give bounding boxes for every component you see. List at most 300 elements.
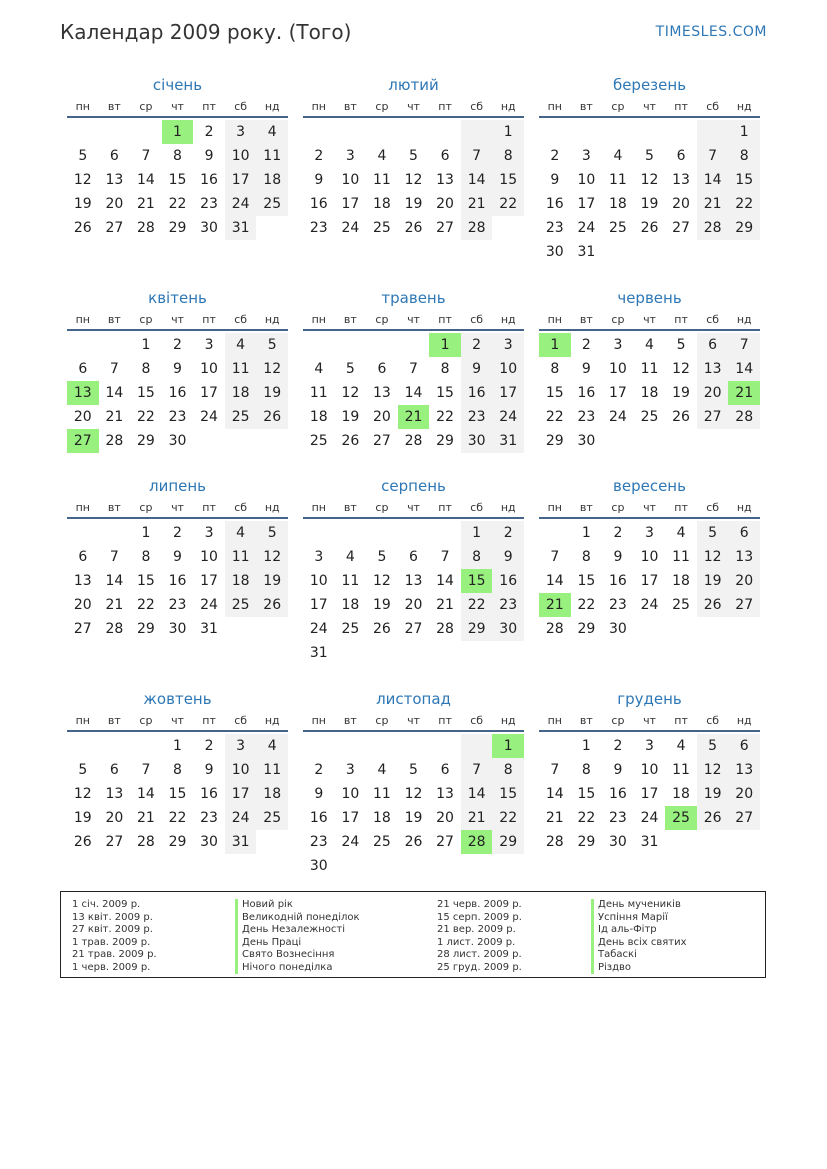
weekday-label: вт xyxy=(343,100,357,113)
day-cell: 14 xyxy=(461,782,493,806)
day-cell: 31 xyxy=(225,216,257,240)
day-cell: 29 xyxy=(137,621,155,637)
empty-cell xyxy=(67,734,99,758)
day-cell: 27 xyxy=(436,220,454,236)
weekday-label: нд xyxy=(500,714,516,727)
day-cell: 1 xyxy=(581,525,591,541)
day-cell: 23 xyxy=(309,834,328,850)
day-cell: 19 xyxy=(256,381,288,405)
empty-cell xyxy=(461,734,493,758)
weekday-label: ср xyxy=(139,313,153,326)
weekday-label: пн xyxy=(75,100,90,113)
day-cell: 26 xyxy=(672,409,690,425)
empty-cell xyxy=(99,734,131,758)
weekday-label: нд xyxy=(500,100,516,113)
day-cell: 29 xyxy=(137,433,155,449)
day-cell: 30 xyxy=(577,433,596,449)
day-cell: 16 xyxy=(545,196,564,212)
weekday-label: ср xyxy=(139,100,153,113)
day-cell: 12 xyxy=(373,573,391,589)
day-cell: 21 xyxy=(137,196,155,212)
day-cell: 17 xyxy=(640,573,659,589)
day-cell: 24 xyxy=(577,220,596,236)
day-cell: 16 xyxy=(609,786,627,802)
weekday-header xyxy=(539,712,760,732)
weekday-label: пт xyxy=(674,714,688,727)
day-cell: 27 xyxy=(105,834,124,850)
month-11 xyxy=(303,684,524,878)
weekday-label: пт xyxy=(674,313,688,326)
empty-cell xyxy=(99,120,131,144)
day-cell: 31 xyxy=(225,830,257,854)
day-cell: 3 xyxy=(314,549,324,565)
empty-cell xyxy=(366,734,398,758)
day-cell: 17 xyxy=(225,168,257,192)
weekday-label: вт xyxy=(107,501,121,514)
month-8 xyxy=(303,471,524,665)
day-cell: 25 xyxy=(373,220,391,236)
day-cell: 3 xyxy=(345,148,355,164)
day-cell: 22 xyxy=(168,810,187,826)
weekday-header xyxy=(303,712,524,732)
weekday-label: пт xyxy=(674,501,688,514)
day-cell: 10 xyxy=(492,357,524,381)
day-cell: 19 xyxy=(404,810,423,826)
weekday-label: сб xyxy=(234,501,248,514)
day-cell: 12 xyxy=(640,172,659,188)
day-cell: 5 xyxy=(256,333,288,357)
day-cell: 8 xyxy=(581,762,591,778)
weekday-label: ср xyxy=(375,313,389,326)
day-cell: 12 xyxy=(73,172,92,188)
day-cell: 19 xyxy=(697,782,729,806)
day-cell: 11 xyxy=(309,385,328,401)
weekday-header xyxy=(303,499,524,519)
weekday-header xyxy=(67,98,288,118)
day-cell: 19 xyxy=(341,409,360,425)
day-cell: 18 xyxy=(341,597,360,613)
day-cell: 6 xyxy=(440,148,450,164)
day-cell: 19 xyxy=(697,569,729,593)
day-cell: 11 xyxy=(640,361,659,377)
day-cell: 25 xyxy=(672,597,690,613)
weekday-label: нд xyxy=(264,100,280,113)
day-cell: 16 xyxy=(168,573,187,589)
day-cell: 11 xyxy=(256,758,288,782)
weekday-label: сб xyxy=(470,313,484,326)
day-cell: 30 xyxy=(609,621,627,637)
legend-names-right xyxy=(591,899,687,974)
weekday-label: чт xyxy=(171,501,184,514)
day-cell: 22 xyxy=(492,806,524,830)
day-cell: 7 xyxy=(109,361,119,377)
legend-names-left xyxy=(235,899,360,974)
day-cell: 31 xyxy=(640,834,659,850)
day-grid xyxy=(303,521,524,665)
month-7 xyxy=(67,471,288,641)
day-cell: 14 xyxy=(697,168,729,192)
day-cell: 18 xyxy=(609,196,627,212)
day-cell: 23 xyxy=(168,597,187,613)
empty-cell xyxy=(67,120,99,144)
day-cell: 18 xyxy=(640,385,659,401)
day-cell: 3 xyxy=(225,734,257,758)
empty-cell xyxy=(303,120,335,144)
day-cell: 11 xyxy=(672,762,690,778)
weekday-label: чт xyxy=(643,313,656,326)
day-cell: 6 xyxy=(728,734,760,758)
day-cell: 4 xyxy=(676,525,686,541)
day-cell: 30 xyxy=(168,433,187,449)
empty-cell xyxy=(366,120,398,144)
day-cell: 15 xyxy=(577,573,596,589)
day-cell: 18 xyxy=(256,782,288,806)
day-cell: 3 xyxy=(345,762,355,778)
day-cell: 28 xyxy=(137,220,155,236)
day-cell: 2 xyxy=(204,124,214,140)
day-cell: 26 xyxy=(404,220,423,236)
day-cell: 13 xyxy=(105,172,124,188)
day-cell: 13 xyxy=(672,172,690,188)
day-cell: 23 xyxy=(609,597,627,613)
day-cell: 4 xyxy=(256,734,288,758)
weekday-label: пн xyxy=(75,714,90,727)
weekday-header xyxy=(67,712,288,732)
weekday-label: чт xyxy=(171,714,184,727)
empty-cell xyxy=(335,333,367,357)
day-cell: 23 xyxy=(168,409,187,425)
weekday-label: пт xyxy=(202,501,216,514)
day-cell: 30 xyxy=(168,621,187,637)
day-grid xyxy=(67,734,288,854)
day-cell: 22 xyxy=(137,409,155,425)
day-cell: 25 xyxy=(225,405,257,429)
day-cell: 10 xyxy=(225,758,257,782)
day-cell: 29 xyxy=(492,830,524,854)
day-cell: 19 xyxy=(672,385,690,401)
weekday-label: чт xyxy=(643,714,656,727)
weekday-label: сб xyxy=(470,714,484,727)
day-cell: 25 xyxy=(256,192,288,216)
weekday-label: чт xyxy=(171,100,184,113)
day-cell: 16 xyxy=(168,385,187,401)
day-cell: 29 xyxy=(577,834,596,850)
day-grid xyxy=(303,120,524,240)
day-cell: 4 xyxy=(225,333,257,357)
weekday-label: вт xyxy=(579,501,593,514)
weekday-label: сб xyxy=(470,100,484,113)
day-cell: 3 xyxy=(645,525,654,541)
day-cell: 20 xyxy=(672,196,690,212)
weekday-header xyxy=(303,311,524,331)
weekday-label: вт xyxy=(579,313,593,326)
day-cell: 23 xyxy=(577,409,596,425)
day-cell: 30 xyxy=(609,834,627,850)
day-cell: 25 xyxy=(309,433,328,449)
day-cell: 2 xyxy=(173,525,182,541)
day-cell: 24 xyxy=(640,597,659,613)
day-cell: 20 xyxy=(105,196,124,212)
day-cell: 20 xyxy=(728,782,760,806)
day-cell: 1 xyxy=(728,120,760,144)
empty-cell xyxy=(398,734,430,758)
day-cell: 2 xyxy=(550,148,560,164)
weekday-label: чт xyxy=(643,501,656,514)
weekday-label: вт xyxy=(579,100,593,113)
day-cell: 29 xyxy=(577,621,596,637)
weekday-label: нд xyxy=(500,501,516,514)
day-cell: 2 xyxy=(314,762,324,778)
day-cell: 11 xyxy=(373,172,391,188)
day-cell: 1 xyxy=(461,521,493,545)
day-cell: 16 xyxy=(461,381,493,405)
day-cell: 15 xyxy=(168,786,187,802)
month-name: лютий xyxy=(388,76,439,94)
day-cell: 6 xyxy=(377,361,387,377)
empty-cell xyxy=(303,734,335,758)
weekday-label: нд xyxy=(264,501,280,514)
empty-cell xyxy=(130,734,162,758)
weekday-label: ср xyxy=(375,100,389,113)
holiday-cell: 1 xyxy=(492,734,524,758)
day-cell: 14 xyxy=(545,573,564,589)
day-cell: 23 xyxy=(492,593,524,617)
day-cell: 16 xyxy=(609,573,627,589)
day-cell: 7 xyxy=(550,549,560,565)
weekday-label: нд xyxy=(736,501,752,514)
day-cell: 9 xyxy=(581,361,591,377)
legend-name: Свято Вознесіння xyxy=(235,949,360,962)
legend-date: 25 груд. 2009 р. xyxy=(437,961,522,973)
day-cell: 3 xyxy=(613,337,623,353)
day-cell: 6 xyxy=(676,148,686,164)
day-cell: 14 xyxy=(137,172,155,188)
site-logo[interactable]: TIMESLES.COM xyxy=(655,24,767,40)
day-cell: 21 xyxy=(461,192,493,216)
day-cell: 22 xyxy=(168,196,187,212)
weekday-label: нд xyxy=(736,313,752,326)
day-cell: 27 xyxy=(105,220,124,236)
day-cell: 20 xyxy=(373,409,391,425)
weekday-label: чт xyxy=(407,100,420,113)
day-cell: 22 xyxy=(436,409,454,425)
legend-name: Нічого понеділка xyxy=(235,962,360,975)
day-cell: 31 xyxy=(492,429,524,453)
month-name: грудень xyxy=(617,690,682,708)
day-cell: 26 xyxy=(256,593,288,617)
day-cell: 10 xyxy=(640,762,659,778)
day-cell: 5 xyxy=(78,148,88,164)
day-cell: 14 xyxy=(105,573,124,589)
weekday-label: ср xyxy=(611,100,625,113)
month-name: листопад xyxy=(376,690,451,708)
weekday-label: пт xyxy=(202,313,216,326)
day-cell: 26 xyxy=(373,621,391,637)
day-grid xyxy=(67,333,288,453)
day-cell: 11 xyxy=(225,545,257,569)
day-cell: 14 xyxy=(404,385,423,401)
day-cell: 7 xyxy=(728,333,760,357)
day-cell: 8 xyxy=(492,758,524,782)
month-6 xyxy=(539,283,760,453)
day-cell: 13 xyxy=(436,786,454,802)
day-cell: 13 xyxy=(105,786,124,802)
empty-cell xyxy=(99,333,131,357)
weekday-label: сб xyxy=(234,313,248,326)
day-cell: 2 xyxy=(581,337,591,353)
weekday-label: пн xyxy=(75,501,90,514)
weekday-label: пн xyxy=(75,313,90,326)
month-4 xyxy=(67,283,288,453)
day-cell: 2 xyxy=(613,525,623,541)
day-cell: 22 xyxy=(577,810,596,826)
empty-cell xyxy=(461,120,493,144)
day-cell: 4 xyxy=(377,148,387,164)
day-cell: 25 xyxy=(256,806,288,830)
weekday-label: сб xyxy=(706,100,720,113)
weekday-label: чт xyxy=(643,100,656,113)
day-cell: 6 xyxy=(109,762,119,778)
legend-date: 21 трав. 2009 р. xyxy=(72,949,157,960)
weekday-header xyxy=(539,311,760,331)
empty-cell xyxy=(303,333,335,357)
day-cell: 18 xyxy=(373,196,391,212)
day-cell: 18 xyxy=(373,810,391,826)
legend-name: День всіх святих xyxy=(591,937,687,950)
day-cell: 12 xyxy=(73,786,92,802)
day-cell: 28 xyxy=(436,621,454,637)
legend-date: 15 серп. 2009 р. xyxy=(437,911,522,923)
weekday-label: чт xyxy=(407,501,420,514)
day-cell: 20 xyxy=(73,597,92,613)
month-12 xyxy=(539,684,760,854)
month-name: липень xyxy=(148,477,207,495)
legend-date: 21 черв. 2009 р. xyxy=(437,899,522,910)
day-cell: 27 xyxy=(436,834,454,850)
day-grid xyxy=(539,120,760,264)
day-cell: 18 xyxy=(225,569,257,593)
day-cell: 22 xyxy=(461,593,493,617)
day-cell: 8 xyxy=(173,148,182,164)
day-cell: 18 xyxy=(309,409,328,425)
day-cell: 6 xyxy=(697,333,729,357)
day-cell: 5 xyxy=(377,549,387,565)
day-cell: 31 xyxy=(577,244,596,260)
day-cell: 12 xyxy=(697,758,729,782)
empty-cell xyxy=(366,333,398,357)
legend-date: 1 лист. 2009 р. xyxy=(437,936,516,948)
weekday-label: пт xyxy=(438,501,452,514)
day-cell: 19 xyxy=(373,597,391,613)
day-cell: 6 xyxy=(78,361,88,377)
day-cell: 21 xyxy=(461,806,493,830)
day-cell: 8 xyxy=(492,144,524,168)
day-cell: 13 xyxy=(73,573,92,589)
day-cell: 16 xyxy=(577,385,596,401)
weekday-label: сб xyxy=(234,100,248,113)
weekday-label: пн xyxy=(547,100,562,113)
day-cell: 1 xyxy=(581,738,591,754)
day-cell: 4 xyxy=(676,738,686,754)
weekday-label: нд xyxy=(736,714,752,727)
day-cell: 9 xyxy=(314,786,324,802)
day-cell: 16 xyxy=(200,786,218,802)
day-cell: 27 xyxy=(373,433,391,449)
weekday-label: чт xyxy=(407,714,420,727)
empty-cell xyxy=(665,120,697,144)
day-cell: 17 xyxy=(225,782,257,806)
day-cell: 14 xyxy=(105,385,124,401)
day-cell: 7 xyxy=(440,549,450,565)
day-cell: 30 xyxy=(461,429,493,453)
day-cell: 6 xyxy=(440,762,450,778)
day-cell: 28 xyxy=(404,433,423,449)
weekday-label: сб xyxy=(706,714,720,727)
day-cell: 24 xyxy=(609,409,627,425)
weekday-label: вт xyxy=(343,501,357,514)
weekday-header xyxy=(67,499,288,519)
day-cell: 17 xyxy=(492,381,524,405)
day-cell: 4 xyxy=(613,148,623,164)
day-cell: 25 xyxy=(225,593,257,617)
day-cell: 10 xyxy=(640,549,659,565)
day-cell: 9 xyxy=(613,549,623,565)
day-cell: 10 xyxy=(341,172,360,188)
day-cell: 13 xyxy=(728,545,760,569)
day-cell: 29 xyxy=(545,433,564,449)
day-cell: 25 xyxy=(373,834,391,850)
month-1 xyxy=(67,70,288,240)
day-cell: 11 xyxy=(341,573,360,589)
legend-name: Новий рік xyxy=(235,899,360,912)
month-2 xyxy=(303,70,524,240)
weekday-label: чт xyxy=(171,313,184,326)
day-cell: 15 xyxy=(137,573,155,589)
day-cell: 9 xyxy=(550,172,560,188)
day-cell: 3 xyxy=(581,148,591,164)
day-cell: 21 xyxy=(436,597,454,613)
day-cell: 12 xyxy=(672,361,690,377)
legend-name: День мучеників xyxy=(591,899,687,912)
day-cell: 24 xyxy=(341,220,360,236)
day-cell: 14 xyxy=(545,786,564,802)
holiday-cell: 1 xyxy=(429,333,461,357)
weekday-label: пт xyxy=(438,313,452,326)
holiday-cell: 21 xyxy=(398,405,430,429)
day-grid xyxy=(539,734,760,854)
weekday-label: ср xyxy=(611,714,625,727)
weekday-label: пн xyxy=(311,100,326,113)
empty-cell xyxy=(697,120,729,144)
empty-cell xyxy=(67,521,99,545)
day-cell: 19 xyxy=(404,196,423,212)
day-cell: 3 xyxy=(204,337,214,353)
weekday-label: пн xyxy=(547,501,562,514)
day-grid xyxy=(539,333,760,453)
day-cell: 9 xyxy=(204,148,214,164)
day-cell: 4 xyxy=(345,549,355,565)
day-cell: 27 xyxy=(404,621,423,637)
month-10 xyxy=(67,684,288,854)
empty-cell xyxy=(429,734,461,758)
weekday-label: нд xyxy=(736,100,752,113)
day-cell: 21 xyxy=(105,409,124,425)
empty-cell xyxy=(67,333,99,357)
day-cell: 10 xyxy=(309,573,328,589)
weekday-label: нд xyxy=(264,313,280,326)
legend-date: 27 квіт. 2009 р. xyxy=(72,924,153,935)
day-cell: 28 xyxy=(105,621,124,637)
